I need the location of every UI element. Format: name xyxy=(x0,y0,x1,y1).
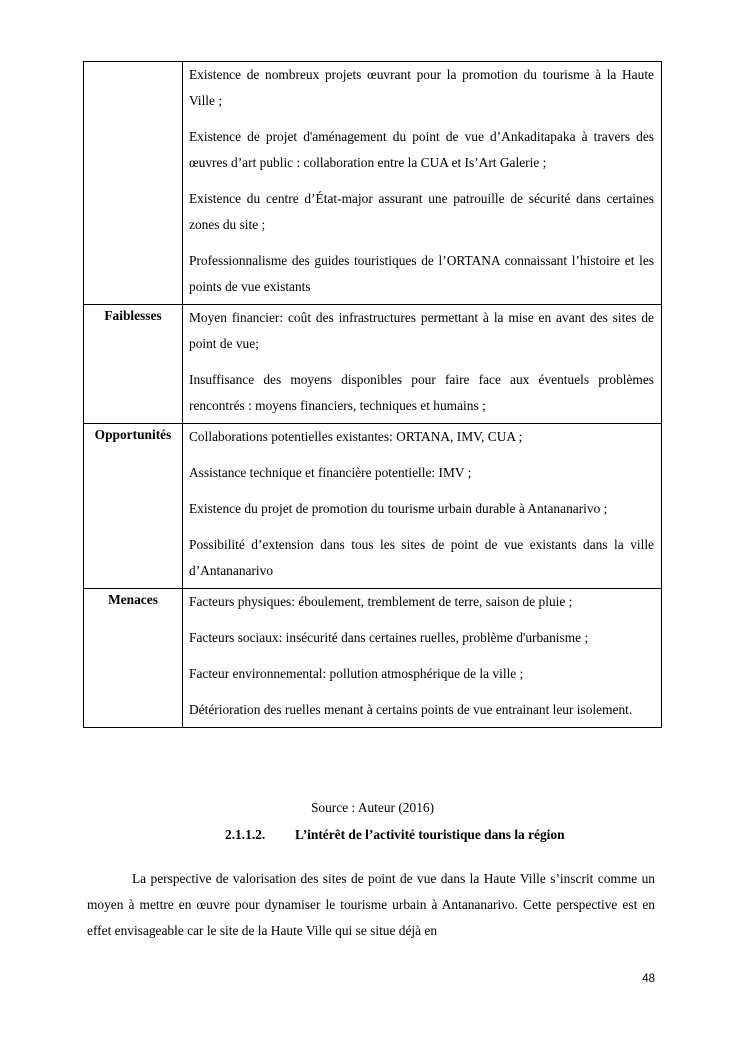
list-item: Existence de projet d'aménagement du point de vue d’Ankaditapaka à travers des œuvres d’art public : collaboration entre la CUA et Is’Art Galerie ; xyxy=(189,129,654,170)
list-item: Existence de nombreux projets œuvrant pour la promotion du tourisme à la Haute Ville ; xyxy=(189,67,654,108)
row-label: Opportunités xyxy=(84,424,183,589)
row-content xyxy=(183,62,662,305)
list-item: Détérioration des ruelles menant à certains points de vue entrainant leur isolement. xyxy=(189,702,633,717)
list-item: Existence du projet de promotion du tourisme urbain durable à Antananarivo ; xyxy=(189,501,608,516)
row-content xyxy=(183,424,662,589)
swot-row-menaces xyxy=(84,589,662,728)
table-source-caption xyxy=(0,800,745,816)
swot-row-opportunites xyxy=(84,424,662,589)
list-item: Possibilité d’extension dans tous les sites de point de vue existants dans la ville d’Antananarivo xyxy=(189,537,654,578)
row-label: Menaces xyxy=(84,589,183,728)
source-text: Source : Auteur (2016) xyxy=(310,800,435,815)
list-item: Facteurs sociaux: insécurité dans certaines ruelles, problème d'urbanisme ; xyxy=(189,630,589,645)
list-item: Professionnalisme des guides touristiques de l’ORTANA connaissant l’histoire et les points de vue existants xyxy=(189,253,654,294)
section-heading xyxy=(225,827,565,843)
page-number: 48 xyxy=(642,973,655,985)
row-content xyxy=(183,305,662,424)
row-label xyxy=(84,62,183,305)
body-paragraph: La perspective de valorisation des sites de point de vue dans la Haute Ville s’inscrit comme un moyen à mettre en œuvre pour dynamiser le tourisme urbain à Antananarivo. Cette perspective est en effet envisageable car le site de la Haute Ville qui se situe déjà en xyxy=(87,871,655,938)
list-item: Moyen financier: coût des infrastructures permettant à la mise en avant des sites de point de vue; xyxy=(189,310,654,351)
section-number: 2.1.1.2. xyxy=(225,827,266,842)
section-title: L’intérêt de l’activité touristique dans la région xyxy=(295,827,565,842)
list-item: Facteurs physiques: éboulement, tremblement de terre, saison de pluie ; xyxy=(189,594,573,609)
list-item: Insuffisance des moyens disponibles pour faire face aux éventuels problèmes rencontrés : moyens financiers, techniques et humains ; xyxy=(189,372,654,413)
list-item: Facteur environnemental: pollution atmosphérique de la ville ; xyxy=(189,666,524,681)
row-label: Faiblesses xyxy=(84,305,183,424)
list-item: Assistance technique et financière potentielle: IMV ; xyxy=(189,465,472,480)
list-item: Collaborations potentielles existantes: ORTANA, IMV, CUA ; xyxy=(189,429,523,444)
swot-row-forces-continued xyxy=(84,62,662,305)
list-item: Existence du centre d’État-major assurant une patrouille de sécurité dans certaines zones du site ; xyxy=(189,191,654,232)
row-content xyxy=(183,589,662,728)
swot-table xyxy=(83,61,662,728)
swot-row-faiblesses xyxy=(84,305,662,424)
